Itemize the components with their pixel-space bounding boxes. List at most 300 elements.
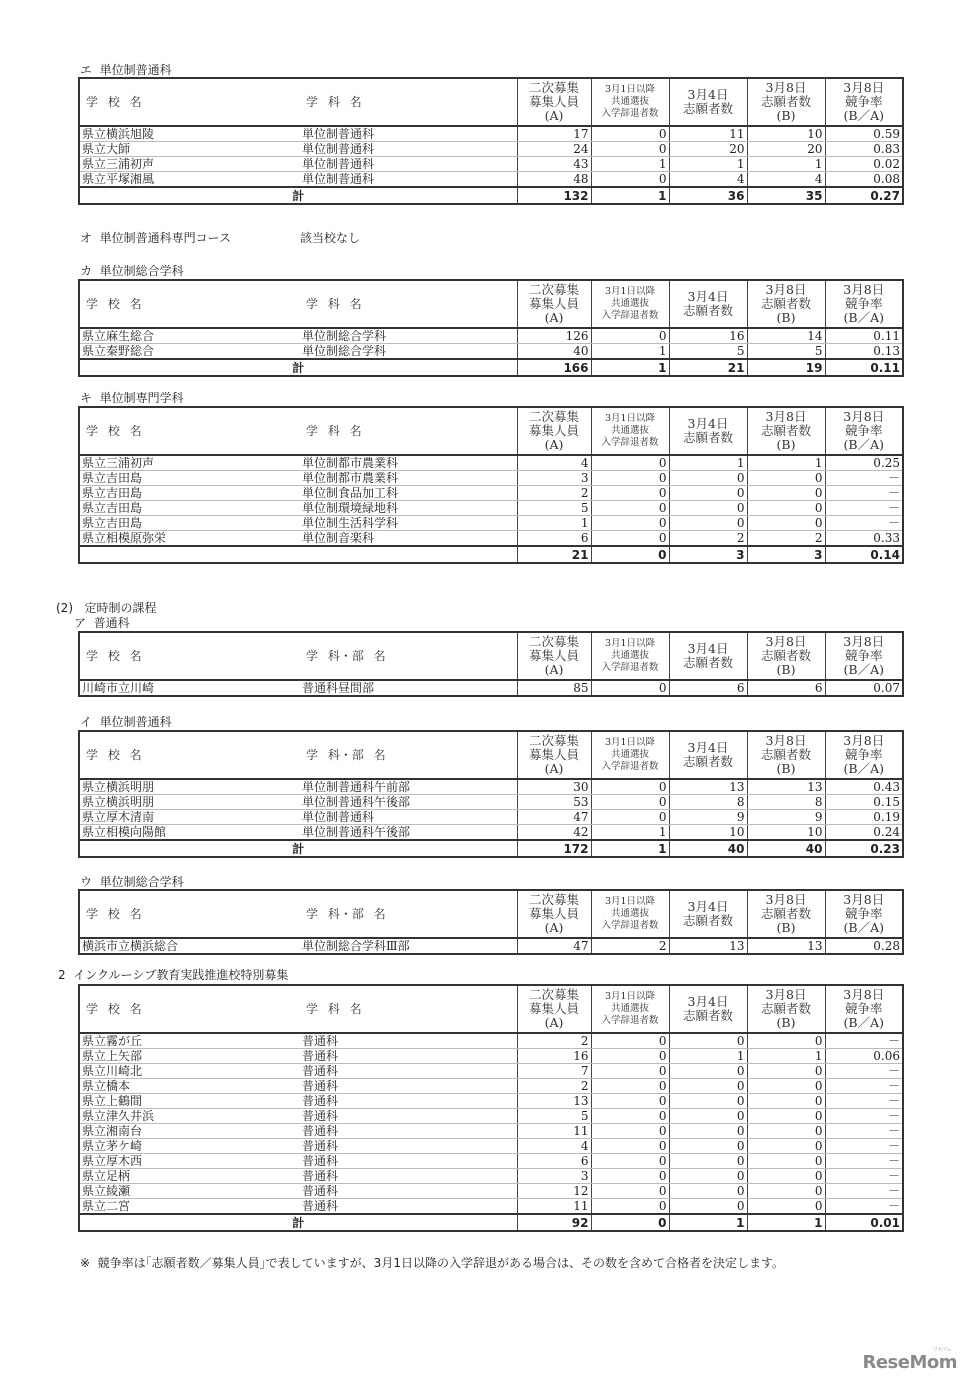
table-row (79, 1169, 903, 1184)
dept-name: 普通科昼間部 (302, 681, 375, 695)
ratio: 0.13 (825, 344, 903, 360)
school-name: 県立二宮 (79, 1199, 300, 1215)
ratio: 0.19 (825, 810, 903, 825)
total-label: 計 (79, 187, 517, 204)
school-name: 川崎市立川崎 (82, 681, 155, 695)
table-row (79, 172, 903, 188)
applicants-mar4: 0 (669, 1079, 747, 1094)
table-row (79, 486, 903, 501)
school-name: 県立吉田島 (79, 471, 300, 486)
applicants-mar8-b: 14 (747, 328, 825, 344)
ratio: － (825, 1154, 903, 1169)
applicants-mar4: 9 (669, 810, 747, 825)
header-capacity-a: 二次募集 募集人員 (A) (517, 407, 591, 455)
capacity-a: 5 (517, 1109, 591, 1124)
table-row (79, 1064, 903, 1079)
capacity-a: 126 (517, 328, 591, 344)
school-name: 横浜市立横浜総合 (82, 939, 179, 953)
section-title-o: オ 単位制普通科専門コース (80, 231, 232, 245)
applicants-mar8-b: 0 (747, 1139, 825, 1154)
applicants-mar4: 0 (669, 501, 747, 516)
applicants-mar4: 0 (669, 1184, 747, 1199)
dept-name: 普通科 (300, 1184, 517, 1199)
total-label: 計 (79, 359, 517, 376)
header-applicants-mar8-b: 3月8日 志願者数 (B) (747, 407, 825, 455)
ratio: 0.15 (825, 795, 903, 810)
dept-name: 単位制都市農業科 (300, 471, 517, 486)
header-withdrawals: 3月1日以降 共通選抜 入学辞退者数 (591, 632, 669, 680)
table-row (79, 157, 903, 172)
header-capacity-a: 二次募集 募集人員 (A) (517, 280, 591, 328)
applicants-mar4: 0 (669, 1139, 747, 1154)
section-title-p-a: ア 普通科 (74, 616, 130, 630)
withdrawals: 0 (591, 680, 669, 696)
table-row (79, 1199, 903, 1215)
capacity-a: 11 (517, 1199, 591, 1215)
withdrawals: 0 (591, 531, 669, 547)
table-row (79, 328, 903, 344)
total-ratio: 0.01 (825, 1214, 903, 1231)
ratio: 0.43 (825, 779, 903, 795)
header-row (79, 280, 903, 328)
applicants-mar8-b: 10 (747, 825, 825, 841)
table-inclusive (78, 984, 904, 1232)
withdrawals: 0 (591, 1139, 669, 1154)
applicants-mar4: 11 (669, 126, 747, 142)
total-ratio: 0.14 (825, 546, 903, 563)
dept-name: 普通科 (300, 1033, 517, 1049)
ratio: － (825, 501, 903, 516)
table-row (79, 471, 903, 486)
header-dept-name: 学 科 名 (300, 407, 517, 455)
header-withdrawals: 3月1日以降 共通選抜 入学辞退者数 (591, 890, 669, 938)
header-school-name: 学 校 名 (79, 632, 300, 680)
table-row (79, 825, 903, 841)
header-capacity-a: 二次募集 募集人員 (A) (517, 985, 591, 1033)
header-capacity-a: 二次募集 募集人員 (A) (517, 78, 591, 126)
header-row (79, 890, 903, 938)
ratio: － (825, 1079, 903, 1094)
header-school-name: 学 校 名 (79, 731, 300, 779)
applicants-mar8-b: 9 (747, 810, 825, 825)
total-withdrawals: 1 (591, 359, 669, 376)
capacity-a: 6 (517, 1154, 591, 1169)
withdrawals: 0 (591, 1199, 669, 1215)
ratio: 0.33 (825, 531, 903, 547)
header-applicants-mar8-b: 3月8日 志願者数 (B) (747, 985, 825, 1033)
table-row (79, 795, 903, 810)
withdrawals: 0 (591, 1184, 669, 1199)
applicants-mar4: 1 (669, 455, 747, 471)
table-row (79, 501, 903, 516)
withdrawals: 0 (591, 810, 669, 825)
header-applicants-mar8-b: 3月8日 志願者数 (B) (747, 280, 825, 328)
applicants-mar4: 13 (669, 779, 747, 795)
applicants-mar8-b: 0 (747, 501, 825, 516)
applicants-mar8-b: 0 (747, 1199, 825, 1215)
table-row (79, 1124, 903, 1139)
applicants-mar8-b: 10 (747, 126, 825, 142)
applicants-mar8-b: 0 (747, 1169, 825, 1184)
withdrawals: 0 (591, 142, 669, 157)
withdrawals: 0 (591, 1064, 669, 1079)
table-row (79, 1109, 903, 1124)
table-row (79, 779, 903, 795)
dept-name: 単位制普通科 (300, 157, 517, 172)
applicants-mar4: 13 (669, 938, 747, 954)
applicants-mar4: 0 (669, 1109, 747, 1124)
capacity-a: 13 (517, 1094, 591, 1109)
withdrawals: 0 (591, 1049, 669, 1064)
applicants-mar8-b: 13 (747, 779, 825, 795)
capacity-a: 3 (517, 471, 591, 486)
header-school-name: 学 校 名 (79, 985, 300, 1033)
header-applicants-mar8-b: 3月8日 志願者数 (B) (747, 890, 825, 938)
table-row (79, 142, 903, 157)
header-ratio: 3月8日 競争率 (B／A) (825, 632, 903, 680)
section-title-ki: キ 単位制専門学科 (80, 391, 184, 405)
school-name: 県立秦野総合 (79, 344, 300, 360)
total-row (79, 840, 903, 857)
applicants-mar4: 10 (669, 825, 747, 841)
header-capacity-a: 二次募集 募集人員 (A) (517, 632, 591, 680)
applicants-mar8-b: 0 (747, 1124, 825, 1139)
ratio: 0.06 (825, 1049, 903, 1064)
capacity-a: 7 (517, 1064, 591, 1079)
applicants-mar4: 6 (669, 680, 747, 696)
footnote: ※ 競争率は｢志願者数／募集人員｣で表していますが、3月1日以降の入学辞退がある場合は、その数を含めて合格者を決定します。 (80, 1256, 784, 1270)
header-applicants-mar4: 3月4日 志願者数 (669, 731, 747, 779)
total-label: 計 (79, 840, 517, 857)
applicants-mar8-b: 0 (747, 1184, 825, 1199)
school-name: 県立三浦初声 (79, 455, 300, 471)
school-name: 県立相模原弥栄 (79, 531, 300, 547)
total-applicants-mar4: 21 (669, 359, 747, 376)
header-applicants-mar4: 3月4日 志願者数 (669, 632, 747, 680)
header-applicants-mar8-b: 3月8日 志願者数 (B) (747, 632, 825, 680)
withdrawals: 1 (591, 157, 669, 172)
withdrawals: 0 (591, 1109, 669, 1124)
school-name: 県立相模向陽館 (79, 825, 300, 841)
withdrawals: 0 (591, 1124, 669, 1139)
total-row (79, 359, 903, 376)
header-dept-name: 学 科 名 (300, 78, 517, 126)
withdrawals: 0 (591, 471, 669, 486)
capacity-a: 24 (517, 142, 591, 157)
header-applicants-mar8-b: 3月8日 志願者数 (B) (747, 731, 825, 779)
total-ratio: 0.23 (825, 840, 903, 857)
withdrawals: 0 (591, 1169, 669, 1184)
applicants-mar8-b: 0 (747, 1154, 825, 1169)
table-row (79, 1079, 903, 1094)
table-ki (78, 406, 904, 564)
header-capacity-a: 二次募集 募集人員 (A) (517, 731, 591, 779)
total-ratio: 0.11 (825, 359, 903, 376)
header-dept-name: 学 科･部 名 (300, 731, 517, 779)
school-name: 県立川崎北 (79, 1064, 300, 1079)
ratio: － (825, 1124, 903, 1139)
withdrawals: 0 (591, 779, 669, 795)
ratio: 0.08 (825, 172, 903, 188)
capacity-a: 12 (517, 1184, 591, 1199)
applicants-mar4: 0 (669, 486, 747, 501)
capacity-a: 2 (517, 1033, 591, 1049)
school-name: 県立上矢部 (79, 1049, 300, 1064)
resemom-logo-sub: リセマム (933, 1347, 951, 1353)
applicants-mar8-b: 1 (747, 1049, 825, 1064)
applicants-mar8-b: 20 (747, 142, 825, 157)
ratio: 0.25 (825, 455, 903, 471)
applicants-mar4: 0 (669, 1169, 747, 1184)
header-dept-name: 学 科 名 (300, 985, 517, 1033)
header-school-name: 学 校 名 (79, 78, 300, 126)
capacity-a: 2 (517, 1079, 591, 1094)
header-row (79, 78, 903, 126)
school-name: 県立上鶴間 (79, 1094, 300, 1109)
table-p-i (78, 730, 904, 858)
table-row (79, 455, 903, 471)
total-applicants-mar4: 40 (669, 840, 747, 857)
ratio: 0.83 (825, 142, 903, 157)
applicants-mar8-b: 0 (747, 486, 825, 501)
school-name: 県立綾瀬 (79, 1184, 300, 1199)
dept-name: 単位制普通科 (300, 810, 517, 825)
total-row (79, 1214, 903, 1231)
capacity-a: 85 (517, 680, 591, 696)
header-row (79, 731, 903, 779)
ratio: － (825, 1199, 903, 1215)
header-ratio: 3月8日 競争率 (B／A) (825, 731, 903, 779)
applicants-mar4: 20 (669, 142, 747, 157)
total-withdrawals: 1 (591, 840, 669, 857)
withdrawals: 0 (591, 1154, 669, 1169)
capacity-a: 17 (517, 126, 591, 142)
capacity-a: 16 (517, 1049, 591, 1064)
dept-name: 単位制総合学科 (300, 328, 517, 344)
school-name: 県立大師 (79, 142, 300, 157)
ratio: － (825, 486, 903, 501)
capacity-a: 11 (517, 1124, 591, 1139)
applicants-mar4: 0 (669, 1154, 747, 1169)
part2-title: (2) 定時制の課程 (56, 601, 157, 615)
header-dept-name: 学 科 名 (300, 280, 517, 328)
ratio: 0.59 (825, 126, 903, 142)
withdrawals: 2 (591, 938, 669, 954)
section-title-p-i: イ 単位制普通科 (80, 715, 172, 729)
school-name: 県立横浜旭陵 (79, 126, 300, 142)
dept-name: 普通科 (300, 1154, 517, 1169)
header-row (79, 985, 903, 1033)
capacity-a: 2 (517, 486, 591, 501)
ratio: 0.11 (825, 328, 903, 344)
table-e (78, 77, 904, 205)
applicants-mar4: 1 (669, 1049, 747, 1064)
school-name: 県立麻生総合 (79, 328, 300, 344)
applicants-mar4: 0 (669, 1199, 747, 1215)
dept-name: 単位制生活科学科 (300, 516, 517, 531)
header-capacity-a: 二次募集 募集人員 (A) (517, 890, 591, 938)
school-name: 県立霧が丘 (79, 1033, 300, 1049)
withdrawals: 0 (591, 516, 669, 531)
table-row (79, 938, 903, 954)
dept-name: 普通科 (300, 1094, 517, 1109)
header-dept-name: 学 科･部 名 (300, 632, 517, 680)
table-row (79, 810, 903, 825)
dept-name: 単位制普通科 (300, 142, 517, 157)
withdrawals: 0 (591, 126, 669, 142)
dept-name: 単位制環境緑地科 (300, 501, 517, 516)
applicants-mar4: 1 (669, 157, 747, 172)
dept-name: 普通科 (300, 1064, 517, 1079)
school-name: 県立吉田島 (79, 501, 300, 516)
table-p-u (78, 889, 904, 955)
school-name: 県立津久井浜 (79, 1109, 300, 1124)
withdrawals: 0 (591, 1079, 669, 1094)
header-applicants-mar4: 3月4日 志願者数 (669, 407, 747, 455)
total-row (79, 187, 903, 204)
total-label (79, 546, 517, 563)
applicants-mar8-b: 2 (747, 531, 825, 547)
section-note-o: 該当校なし (300, 231, 361, 245)
school-name: 県立横浜明朋 (79, 779, 300, 795)
ratio: － (825, 516, 903, 531)
school-name: 県立吉田島 (79, 516, 300, 531)
capacity-a: 30 (517, 779, 591, 795)
applicants-mar8-b: 13 (747, 938, 825, 954)
capacity-a: 42 (517, 825, 591, 841)
header-applicants-mar8-b: 3月8日 志願者数 (B) (747, 78, 825, 126)
school-name: 県立厚木清南 (79, 810, 300, 825)
dept-name: 単位制総合学科Ⅲ部 (302, 939, 410, 953)
table-row (79, 1139, 903, 1154)
capacity-a: 48 (517, 172, 591, 188)
total-applicants-mar8-b: 35 (747, 187, 825, 204)
capacity-a: 4 (517, 1139, 591, 1154)
capacity-a: 1 (517, 516, 591, 531)
applicants-mar4: 0 (669, 1094, 747, 1109)
table-row (79, 680, 903, 696)
applicants-mar4: 4 (669, 172, 747, 188)
dept-name: 普通科 (300, 1199, 517, 1215)
ratio: － (825, 1064, 903, 1079)
table-row (79, 1094, 903, 1109)
applicants-mar4: 0 (669, 516, 747, 531)
header-row (79, 407, 903, 455)
table-p-a (78, 631, 904, 697)
table-row (79, 1154, 903, 1169)
header-applicants-mar4: 3月4日 志願者数 (669, 890, 747, 938)
total-label: 計 (79, 1214, 517, 1231)
table-row (79, 1184, 903, 1199)
ratio: 0.28 (825, 938, 903, 954)
total-withdrawals: 0 (591, 1214, 669, 1231)
resemom-logo-text: ReseMom (862, 1352, 957, 1373)
withdrawals: 0 (591, 328, 669, 344)
school-name: 県立厚木西 (79, 1154, 300, 1169)
dept-name: 単位制都市農業科 (300, 455, 517, 471)
total-applicants-mar8-b: 40 (747, 840, 825, 857)
resemom-logo (862, 1347, 957, 1373)
table-row (79, 344, 903, 360)
applicants-mar4: 0 (669, 471, 747, 486)
ratio: 0.24 (825, 825, 903, 841)
applicants-mar8-b: 0 (747, 1109, 825, 1124)
applicants-mar8-b: 0 (747, 1079, 825, 1094)
total-row (79, 546, 903, 563)
applicants-mar8-b: 0 (747, 1064, 825, 1079)
total-withdrawals: 0 (591, 546, 669, 563)
school-name: 県立吉田島 (79, 486, 300, 501)
header-applicants-mar4: 3月4日 志願者数 (669, 280, 747, 328)
capacity-a: 4 (517, 455, 591, 471)
dept-name: 普通科 (300, 1109, 517, 1124)
section-title-e: エ 単位制普通科 (80, 63, 172, 77)
header-applicants-mar4: 3月4日 志願者数 (669, 78, 747, 126)
table-row (79, 531, 903, 547)
table-row (79, 516, 903, 531)
total-applicants-mar8-b: 19 (747, 359, 825, 376)
capacity-a: 53 (517, 795, 591, 810)
applicants-mar4: 0 (669, 1064, 747, 1079)
ratio: － (825, 471, 903, 486)
dept-name: 単位制普通科午後部 (300, 795, 517, 810)
header-applicants-mar4: 3月4日 志願者数 (669, 985, 747, 1033)
applicants-mar8-b: 0 (747, 516, 825, 531)
applicants-mar4: 2 (669, 531, 747, 547)
withdrawals: 1 (591, 344, 669, 360)
table-ka (78, 279, 904, 377)
capacity-a: 5 (517, 501, 591, 516)
ratio: － (825, 1033, 903, 1049)
applicants-mar4: 8 (669, 795, 747, 810)
school-name: 県立湘南台 (79, 1124, 300, 1139)
school-name: 県立足柄 (79, 1169, 300, 1184)
dept-name: 単位制普通科 (300, 172, 517, 188)
applicants-mar8-b: 5 (747, 344, 825, 360)
capacity-a: 47 (517, 810, 591, 825)
ratio: － (825, 1109, 903, 1124)
header-ratio: 3月8日 競争率 (B／A) (825, 985, 903, 1033)
dept-name: 単位制普通科午後部 (300, 825, 517, 841)
table-row (79, 1049, 903, 1064)
applicants-mar8-b: 4 (747, 172, 825, 188)
withdrawals: 1 (591, 825, 669, 841)
withdrawals: 0 (591, 486, 669, 501)
section-title-p-u: ウ 単位制総合学科 (80, 875, 184, 889)
applicants-mar8-b: 0 (747, 1094, 825, 1109)
ratio: － (825, 1094, 903, 1109)
dept-name: 普通科 (300, 1124, 517, 1139)
ratio: － (825, 1169, 903, 1184)
table-row (79, 126, 903, 142)
total-capacity-a: 172 (517, 840, 591, 857)
applicants-mar8-b: 1 (747, 455, 825, 471)
total-applicants-mar4: 1 (669, 1214, 747, 1231)
dept-name: 普通科 (300, 1139, 517, 1154)
school-name: 県立横浜明朋 (79, 795, 300, 810)
withdrawals: 0 (591, 1094, 669, 1109)
applicants-mar8-b: 0 (747, 471, 825, 486)
header-ratio: 3月8日 競争率 (B／A) (825, 78, 903, 126)
ratio: － (825, 1139, 903, 1154)
total-capacity-a: 21 (517, 546, 591, 563)
header-school-name: 学 校 名 (79, 407, 300, 455)
school-name: 県立三浦初声 (79, 157, 300, 172)
total-applicants-mar8-b: 1 (747, 1214, 825, 1231)
dept-name: 単位制食品加工科 (300, 486, 517, 501)
total-applicants-mar4: 3 (669, 546, 747, 563)
withdrawals: 0 (591, 455, 669, 471)
